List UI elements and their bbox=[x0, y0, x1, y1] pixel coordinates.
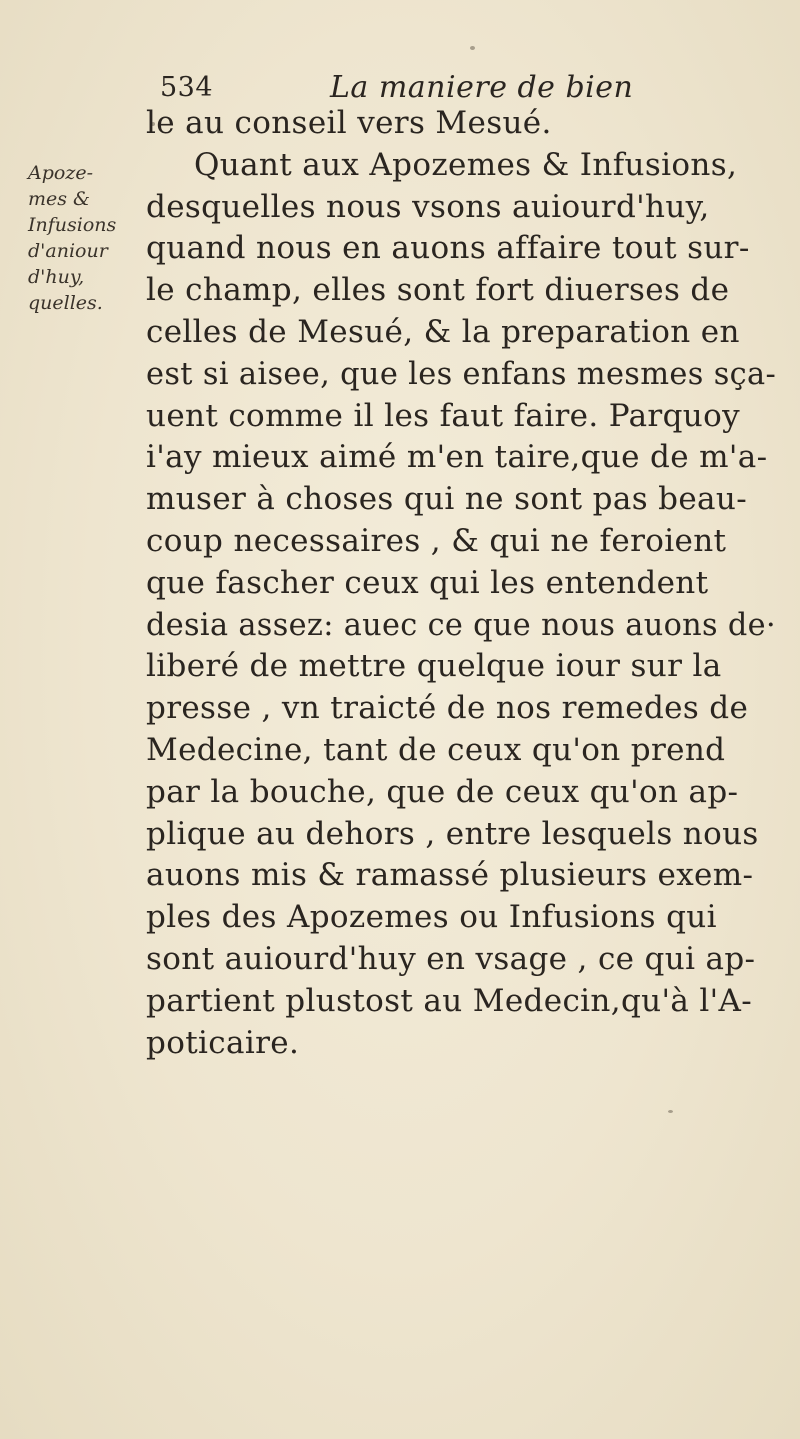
page-number: 534 bbox=[160, 72, 214, 103]
text-line: Quant aux Apozemes & Infusions, bbox=[194, 146, 738, 183]
text-line: par la bouche, que de ceux qu'on ap- bbox=[146, 773, 739, 810]
text-line: sont auiourd'huy en vsage , ce qui ap- bbox=[146, 940, 756, 977]
margin-note-line: Apoze- bbox=[28, 162, 93, 184]
text-line: auons mis & ramassé plusieurs exem- bbox=[146, 857, 754, 894]
text-line: uent comme il les faut faire. Parquoy bbox=[146, 397, 740, 434]
text-line: plique au dehors , entre lesquels nous bbox=[146, 815, 759, 852]
body-text bbox=[146, 103, 776, 1064]
text-line: quand nous en auons affaire tout sur- bbox=[146, 230, 750, 267]
text-line: que fascher ceux qui les entendent bbox=[146, 564, 709, 601]
page-header bbox=[160, 64, 720, 104]
text-line: est si aisee, que les enfans mesmes sça- bbox=[146, 355, 777, 392]
margin-note-line: d'huy, bbox=[28, 266, 85, 288]
text-line: le champ, elles sont fort diuerses de bbox=[146, 272, 730, 309]
text-line: partient plustost au Medecin,qu'à l'A- bbox=[146, 982, 753, 1019]
text-line: Medecine, tant de ceux qu'on prend bbox=[146, 731, 726, 768]
text-line: i'ay mieux aimé m'en taire,que de m'a- bbox=[146, 439, 768, 476]
text-line: ples des Apozemes ou Infusions qui bbox=[146, 899, 717, 936]
margin-note-line: d'aniour bbox=[28, 240, 108, 262]
running-title: La maniere de bien bbox=[330, 70, 634, 105]
text-line: poticaire. bbox=[146, 1024, 300, 1061]
margin-note-line: mes & bbox=[28, 188, 90, 210]
text-line: le au conseil vers Mesué. bbox=[146, 105, 552, 141]
margin-note-line: quelles. bbox=[28, 292, 103, 314]
ink-speck bbox=[668, 1110, 673, 1113]
text-line: muser à choses qui ne sont pas beau- bbox=[146, 481, 748, 518]
margin-note bbox=[28, 160, 128, 316]
text-line: desquelles nous vsons auiourd'huy, bbox=[146, 188, 710, 225]
text-line: coup necessaires , & qui ne feroient bbox=[146, 522, 727, 559]
text-line: liberé de mettre quelque iour sur la bbox=[146, 648, 722, 685]
ink-speck bbox=[470, 46, 475, 50]
margin-note-line: Infusions bbox=[28, 214, 117, 236]
text-line: desia assez: auec ce que nous auons de· bbox=[146, 606, 776, 643]
text-line: celles de Mesué, & la preparation en bbox=[146, 313, 740, 350]
text-line: presse , vn traicté de nos remedes de bbox=[146, 690, 749, 727]
